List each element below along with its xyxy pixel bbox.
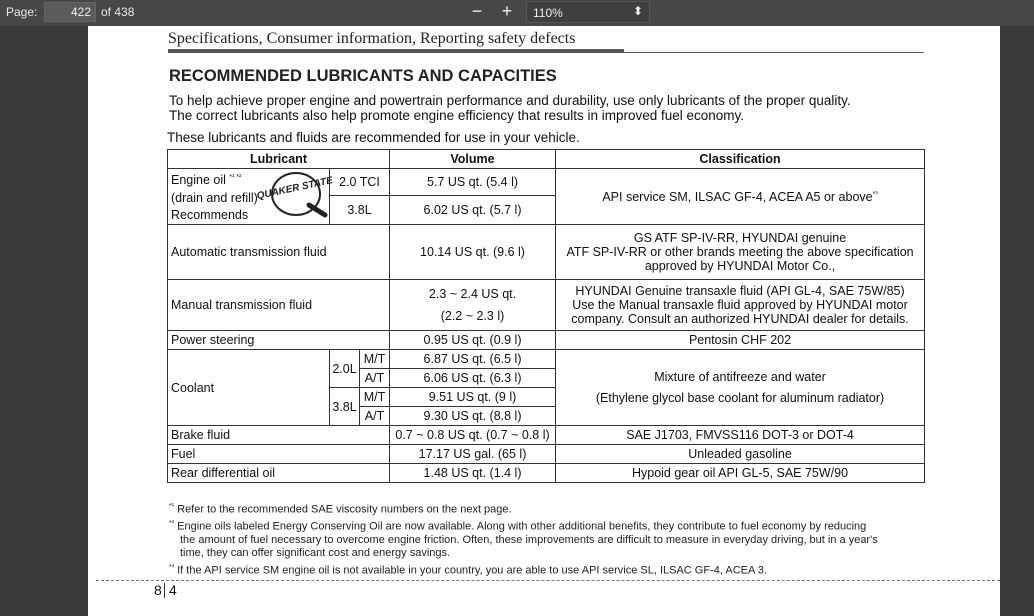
fuel-volume: 17.17 US gal. (65 l) xyxy=(390,445,556,464)
fuel-label: Fuel xyxy=(168,445,390,464)
atf-classification xyxy=(556,225,925,280)
mtf-class-line-1: HYUNDAI Genuine transaxle fluid (API GL-4, SAE 75W/85) xyxy=(575,284,905,298)
coolant-2-0-mt: M/T xyxy=(360,350,390,369)
coolant-class-line-1: Mixture of antifreeze and water xyxy=(654,369,826,384)
updown-caret-icon: ⬍ xyxy=(632,4,643,18)
footnote-2-line-2: the amount of fuel necessary to overcome engine friction. Often, these improvements are difficult to measure in everyday driving, but in a year's xyxy=(180,533,878,546)
mtf-class-line-3: company. Consult an authorized HYUNDAI dealer for details. xyxy=(571,312,909,326)
coolant-2-0-at: A/T xyxy=(360,369,390,388)
coolant-3-8-at: A/T xyxy=(360,407,390,426)
brake-volume: 0.7 ~ 0.8 US qt. (0.7 ~ 0.8 l) xyxy=(390,426,556,445)
chapter-number: 8 xyxy=(154,582,162,598)
intro-text xyxy=(169,93,949,123)
coolant-3-8-mt-volume: 9.51 US qt. (9 l) xyxy=(390,388,556,407)
footnote-1-mark: *¹ xyxy=(169,503,175,510)
engine-2-0-label: 2.0 TCI xyxy=(330,169,390,196)
mtf-volume-qt: 2.3 ~ 2.4 US qt. xyxy=(428,287,517,301)
rear-diff-label: Rear differential oil xyxy=(168,464,390,483)
engine-oil-classification xyxy=(556,169,925,225)
coolant-2-0-at-volume: 6.06 US qt. (6.3 l) xyxy=(390,369,556,388)
mtf-volume xyxy=(390,280,556,331)
engine-oil-footnote-mark: *¹ *² xyxy=(229,174,242,182)
footnote-3 xyxy=(169,561,929,578)
coolant-class-line-2: (Ethylene glycol base coolant for aluminum radiator) xyxy=(595,390,885,405)
table-row xyxy=(168,169,925,196)
intro-line-1: To help achieve proper engine and powertrain performance and durability, use only lubricants of the proper quality. xyxy=(169,93,851,108)
ps-classification: Pentosin CHF 202 xyxy=(556,331,925,350)
brake-label: Brake fluid xyxy=(168,426,390,445)
atf-class-line-1: GS ATF SP-IV-RR, HYUNDAI genuine xyxy=(633,231,847,245)
header-rule-thin xyxy=(624,52,924,53)
page-number-divider xyxy=(164,583,165,598)
page-number: 4 xyxy=(169,582,177,598)
col-classification: Classification xyxy=(556,150,925,169)
rear-diff-classification: Hypoid gear oil API GL-5, SAE 75W/90 xyxy=(556,464,925,483)
table-header-row xyxy=(168,150,925,169)
engine-oil-label: Engine oil xyxy=(171,173,226,188)
mtf-label: Manual transmission fluid xyxy=(168,280,390,331)
brake-classification: SAE J1703, FMVSS116 DOT-3 or DOT-4 xyxy=(556,426,925,445)
table-row xyxy=(168,280,925,331)
zoom-out-button[interactable]: − xyxy=(471,1,483,21)
page-total: of 438 xyxy=(101,5,135,19)
atf-label: Automatic transmission fluid xyxy=(168,225,390,280)
footnote-3-mark: *³ xyxy=(169,564,175,571)
page-label: Page: xyxy=(6,5,38,19)
engine-2-0-volume: 5.7 US qt. (5.4 l) xyxy=(390,169,556,196)
coolant-classification xyxy=(556,350,925,426)
header-rule-thick xyxy=(168,49,624,53)
engine-oil-recommends: Recommends xyxy=(171,207,249,222)
atf-volume: 10.14 US qt. (9.6 l) xyxy=(390,225,556,280)
ps-label: Power steering xyxy=(168,331,390,350)
intro-line-2: The correct lubricants also help promote engine efficiency that results in improved fuel economy. xyxy=(169,108,745,123)
coolant-2-0-mt-volume: 6.87 US qt. (6.5 l) xyxy=(390,350,556,369)
engine-oil-class-mark: *³ xyxy=(872,191,878,199)
zoom-value: 110% xyxy=(533,6,563,20)
atf-class-line-3: approved by HYUNDAI Motor Co., xyxy=(644,259,836,273)
mtf-classification xyxy=(556,280,925,331)
coolant-3-8-at-volume: 9.30 US qt. (8.8 l) xyxy=(390,407,556,426)
footnote-1-text: Refer to the recommended SAE viscosity numbers on the next page. xyxy=(177,503,512,516)
footnote-2-line-3: time, they can offer significant cost and energy savings. xyxy=(180,546,451,559)
engine-3-8-volume: 6.02 US qt. (5.7 l) xyxy=(390,196,556,225)
section-title: RECOMMENDED LUBRICANTS AND CAPACITIES xyxy=(169,67,557,85)
engine-oil-class-text: API service SM, ILSAC GF-4, ACEA A5 or above xyxy=(602,190,873,205)
quaker-state-logo xyxy=(255,171,334,217)
fuel-classification: Unleaded gasoline xyxy=(556,445,925,464)
logo-text: QUAKER STATE xyxy=(255,175,334,203)
col-volume: Volume xyxy=(390,150,556,169)
footnote-2-mark: *² xyxy=(169,520,175,527)
coolant-label: Coolant xyxy=(168,350,330,426)
pdf-toolbar xyxy=(0,0,1034,26)
coolant-3-8: 3.8L xyxy=(330,388,360,426)
col-lubricant: Lubricant xyxy=(168,150,390,169)
mtf-class-line-2: Use the Manual transaxle fluid approved by HYUNDAI motor xyxy=(572,298,908,312)
footnote-3-text: If the API service SM engine oil is not available in your country, you are able to use API service SL, ILSAC GF-4, ACEA 3. xyxy=(177,564,767,577)
lubricants-table xyxy=(167,149,925,483)
running-header: Specifications, Consumer information, Reporting safety defects xyxy=(168,30,576,47)
footnote-2-line-1: Engine oils labeled Energy Conserving Oil are now available. Along with other additional benefits, they contribute to fuel economy by reducing xyxy=(177,520,867,533)
table-row xyxy=(168,464,925,483)
ps-volume: 0.95 US qt. (0.9 l) xyxy=(390,331,556,350)
coolant-2-0: 2.0L xyxy=(330,350,360,388)
table-row xyxy=(168,426,925,445)
footnote-1 xyxy=(169,500,929,517)
zoom-in-button[interactable]: + xyxy=(501,1,513,21)
engine-oil-cell xyxy=(168,169,334,225)
rear-diff-volume: 1.48 US qt. (1.4 l) xyxy=(390,464,556,483)
engine-3-8-label: 3.8L xyxy=(330,196,390,225)
mtf-volume-l: (2.2 ~ 2.3 l) xyxy=(440,309,505,323)
footnote-2 xyxy=(169,517,929,560)
table-row xyxy=(168,445,925,464)
table-row xyxy=(168,331,925,350)
coolant-3-8-mt: M/T xyxy=(360,388,390,407)
page-footer-rule xyxy=(96,580,1000,581)
table-row xyxy=(168,350,925,369)
atf-class-line-2: ATF SP-IV-RR or other brands meeting the above specification xyxy=(566,245,914,259)
engine-oil-sub: (drain and refill) xyxy=(171,190,258,205)
page-number-input[interactable] xyxy=(44,2,96,22)
table-row xyxy=(168,225,925,280)
document-page xyxy=(88,26,1000,616)
zoom-select[interactable] xyxy=(526,1,650,23)
recommend-text: These lubricants and fluids are recommended for use in your vehicle. xyxy=(167,130,580,145)
